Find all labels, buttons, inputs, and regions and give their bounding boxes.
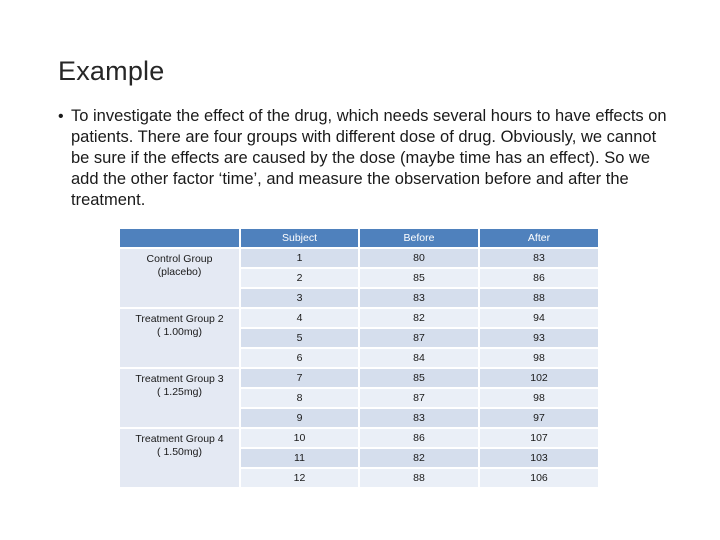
cell-subject: 10 xyxy=(240,428,359,448)
cell-before: 83 xyxy=(359,408,479,428)
group-label xyxy=(120,368,240,428)
cell-subject: 2 xyxy=(240,268,359,288)
slide-title: Example xyxy=(58,56,165,86)
cell-subject: 11 xyxy=(240,448,359,468)
cell-before: 82 xyxy=(359,308,479,328)
cell-subject: 9 xyxy=(240,408,359,428)
table-header-row xyxy=(120,229,599,248)
cell-subject: 4 xyxy=(240,308,359,328)
table-row xyxy=(120,308,599,328)
group-label xyxy=(120,428,240,488)
cell-after: 98 xyxy=(479,348,599,368)
bullet-marker: • xyxy=(58,108,64,125)
group-label xyxy=(120,248,240,308)
cell-after: 103 xyxy=(479,448,599,468)
header-subject: Subject xyxy=(240,229,359,248)
cell-after: 98 xyxy=(479,388,599,408)
cell-before: 80 xyxy=(359,248,479,268)
group-dose: ( 1.00mg) xyxy=(157,326,202,338)
header-after: After xyxy=(479,229,599,248)
group-name: Treatment Group 2 xyxy=(135,313,224,325)
cell-before: 82 xyxy=(359,448,479,468)
cell-subject: 5 xyxy=(240,328,359,348)
header-before: Before xyxy=(359,229,479,248)
cell-after: 106 xyxy=(479,468,599,488)
cell-before: 85 xyxy=(359,268,479,288)
table-row xyxy=(120,428,599,448)
group-dose: (placebo) xyxy=(157,266,202,278)
group-dose: ( 1.50mg) xyxy=(157,446,202,458)
cell-before: 85 xyxy=(359,368,479,388)
cell-after: 86 xyxy=(479,268,599,288)
group-name: Treatment Group 4 xyxy=(135,433,224,445)
cell-after: 93 xyxy=(479,328,599,348)
cell-subject: 8 xyxy=(240,388,359,408)
data-table xyxy=(120,229,600,489)
cell-before: 88 xyxy=(359,468,479,488)
cell-after: 94 xyxy=(479,308,599,328)
group-name: Treatment Group 3 xyxy=(135,373,224,385)
group-dose: ( 1.25mg) xyxy=(157,386,202,398)
bullet-paragraph xyxy=(58,106,668,211)
cell-after: 107 xyxy=(479,428,599,448)
cell-subject: 1 xyxy=(240,248,359,268)
cell-after: 97 xyxy=(479,408,599,428)
table-row xyxy=(120,248,599,268)
group-name: Control Group xyxy=(146,253,213,265)
cell-after: 88 xyxy=(479,288,599,308)
cell-before: 86 xyxy=(359,428,479,448)
cell-after: 102 xyxy=(479,368,599,388)
cell-subject: 6 xyxy=(240,348,359,368)
cell-before: 83 xyxy=(359,288,479,308)
cell-subject: 3 xyxy=(240,288,359,308)
cell-before: 87 xyxy=(359,388,479,408)
cell-before: 87 xyxy=(359,328,479,348)
group-label xyxy=(120,308,240,368)
bullet-text: To investigate the effect of the drug, which needs several hours to have effects on patients. There are four groups with different dose of drug. Obviously, we cannot be sure if the effects are caused by the dose (maybe time has an effect). So we add the other factor ‘time’, and measure the observation before and after the treatment. xyxy=(71,107,667,209)
cell-before: 84 xyxy=(359,348,479,368)
header-group xyxy=(120,229,240,248)
cell-subject: 12 xyxy=(240,468,359,488)
cell-after: 83 xyxy=(479,248,599,268)
table-row xyxy=(120,368,599,388)
cell-subject: 7 xyxy=(240,368,359,388)
